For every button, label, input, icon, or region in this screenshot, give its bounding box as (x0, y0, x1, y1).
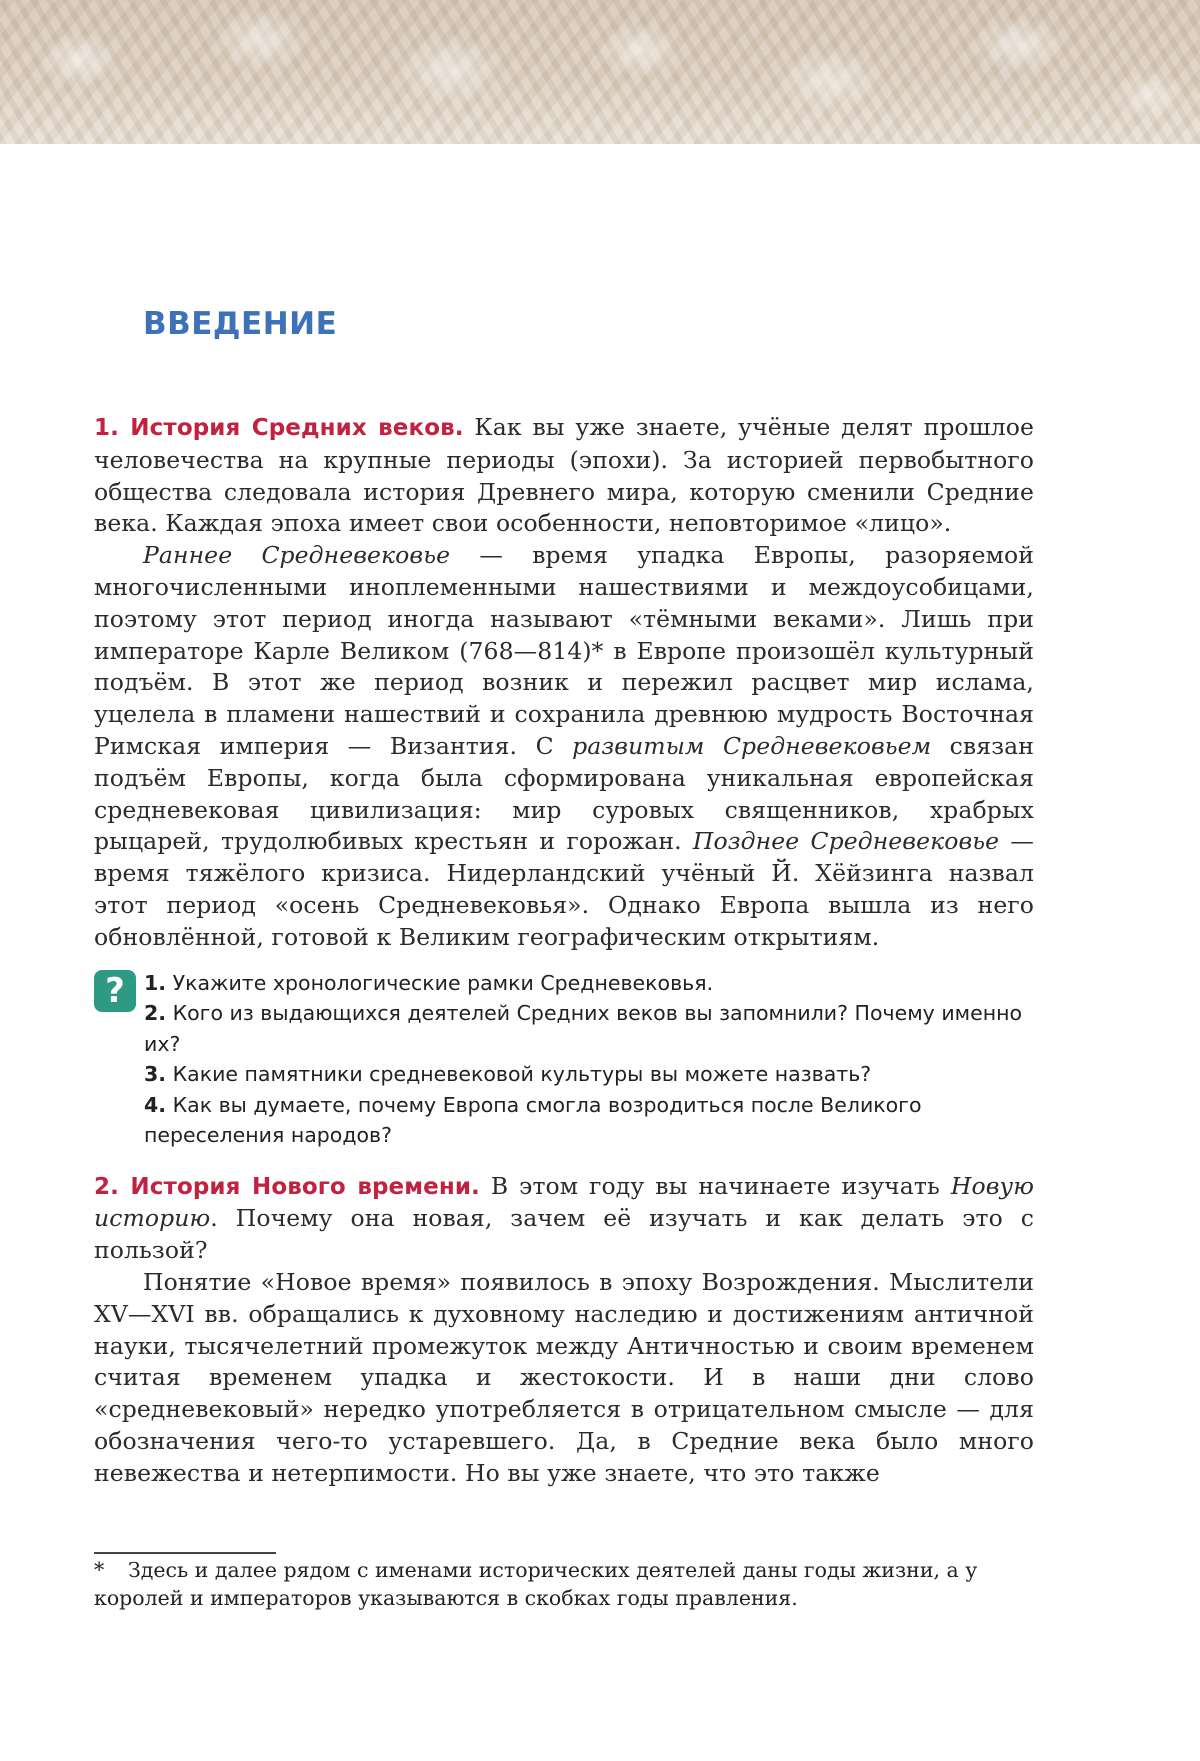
term-early-middle-ages: Раннее Средневековье (143, 541, 451, 570)
question-number: 1. (144, 970, 167, 995)
footnote-divider (94, 1552, 276, 1554)
question-number: 3. (144, 1062, 167, 1087)
question-text: Как вы думаете, почему Европа смогла возродиться после Великого переселения народов? (144, 1092, 922, 1148)
section2-paragraph1 (94, 1171, 1034, 1267)
question-text: Кого из выдающихся деятелей Средних веков вы запомнили? Почему именно их? (144, 1001, 1023, 1056)
section2-text2: . Почему она новая, зачем её изучать и как делать это с пользой? (94, 1204, 1034, 1265)
section1-text2: — время упадка Европы, разоряемой многочисленными иноплеменными нашествиями и междоусобицами, поэтому этот период иногда называют «тёмными веками». Лишь при императоре Карле Великом (768—814)* в Европе произошёл культурный подъём. В этот же период возник и пережил расцвет мир ислама, уцелела в пламени нашествий и сохранила древнюю мудрость Восточная Римская империя — Византия. С (94, 541, 1034, 760)
footnote (94, 1557, 1044, 1612)
section2-text1: В этом году вы начинаете изучать (479, 1171, 951, 1200)
question-item (144, 968, 1034, 999)
question-mark-icon: ? (94, 970, 136, 1012)
question-number: 2. (144, 1001, 167, 1026)
section2-paragraph2: Понятие «Новое время» появилось в эпоху Возрождения. Мыслители XV—XVI вв. обращались к духовному наследию и достижениям античной науки, тысячелетний промежуток между Античностью и своим временем считая временем упадка и жестокости. И в наши дни слово «средневековый» нередко употребляется в отрицательном смысле — для обозначения чего-то устаревшего. Да, в Средние века было много невежества и нетерпимости. Но вы уже знаете, что это также (94, 1267, 1034, 1487)
section1-text3: связан подъём Европы, когда была сформирована уникальная европейская средневековая цивилизация: мир суровых священников, храбрых рыцарей, трудолюбивых крестьян и горожан. (94, 731, 1034, 856)
question-item (144, 998, 1034, 1059)
section2-heading: 2. История Нового времени. (94, 1173, 480, 1200)
page-title: ВВЕДЕНИЕ (143, 306, 338, 342)
section1-text1: Как вы уже знаете, учёные делят прошлое человечества на крупные периоды (эпохи). За историей первобытного общества следовала история Древнего мира, которую сменили Средние века. Каждая эпоха имеет свои особенности, неповторимое «лицо». (94, 413, 1034, 538)
term-late-middle-ages: Позднее Средневековье (692, 827, 1000, 856)
question-item (144, 1059, 1034, 1090)
ornament-banner (0, 0, 1200, 144)
questions-block (94, 968, 1034, 1151)
question-number: 4. (144, 1092, 167, 1117)
footnote-text: Здесь и далее рядом с именами исторических деятелей даны годы жизни, а у королей и императоров указываются в скобках годы правления. (94, 1558, 978, 1610)
section1-paragraph2 (94, 540, 1034, 953)
section1-text4: — время тяжёлого кризиса. Нидерландский учёный Й. Хёйзинга назвал этот период «осень Средневековья». Однако Европа вышла из него обновлённой, готовой к Великим географическим открытиям. (94, 827, 1034, 951)
term-high-middle-ages: развитым Средневековьем (572, 731, 932, 760)
section1-paragraph1 (94, 412, 1034, 540)
term-new-history: Новую историю (94, 1171, 1035, 1233)
question-item (144, 1090, 1034, 1151)
question-text: Какие памятники средневековой культуры вы можете назвать? (166, 1062, 872, 1087)
footnote-mark: * (94, 1558, 105, 1582)
main-text (94, 412, 1034, 1490)
section1-heading: 1. История Средних веков. (94, 415, 464, 441)
question-text: Укажите хронологические рамки Средневековья. (166, 970, 714, 995)
